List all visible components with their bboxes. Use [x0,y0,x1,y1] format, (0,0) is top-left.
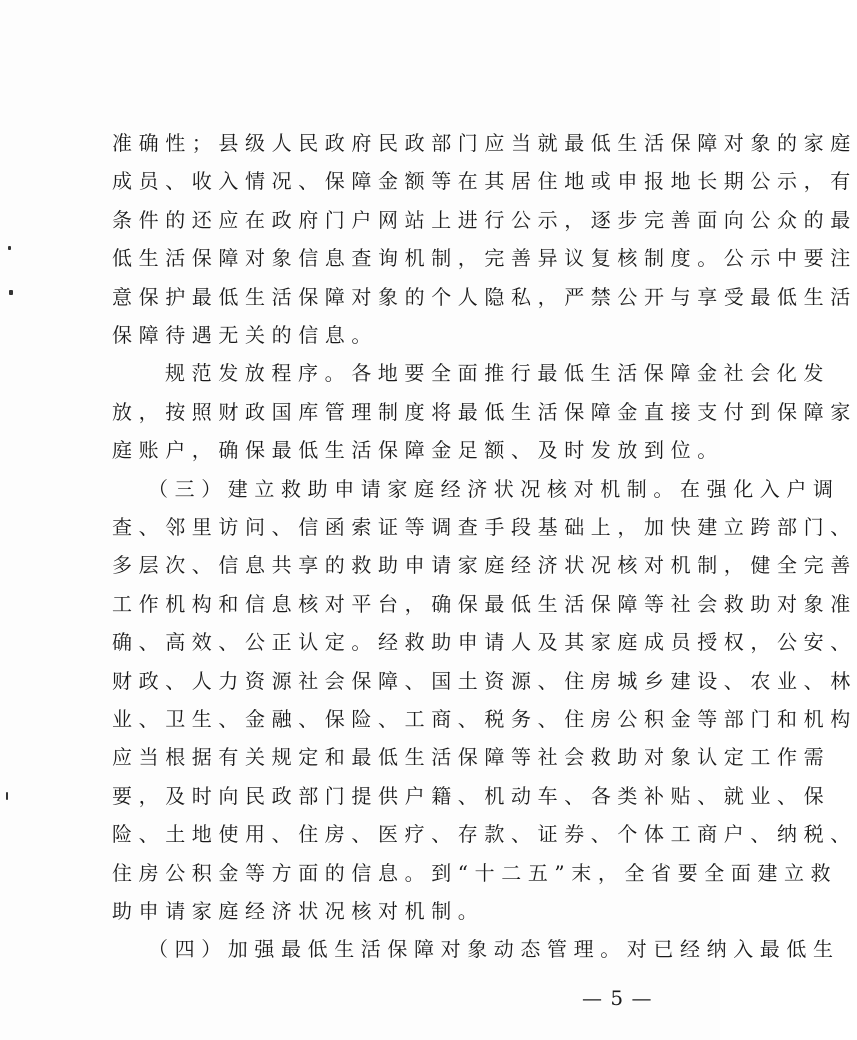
text-line: 险、土地使用、住房、医疗、存款、证券、个体工商户、纳税、 [112,822,857,846]
text-line: （三）建立救助申请家庭经济状况核对机制。在强化入户调 [148,477,840,501]
text-line: 成员、收入情况、保障金额等在其居住地或申报地长期公示，有 [112,169,857,193]
text-line: 查、邻里访问、信函索证等调查手段基础上，加快建立跨部门、 [112,515,857,539]
text-line: 确、高效、公正认定。经救助申请人及其家庭成员授权，公安、 [112,630,857,654]
text-line: 多层次、信息共享的救助申请家庭经济状况核对机制，健全完善 [112,553,857,577]
scan-mark [6,792,8,800]
scan-mark [8,246,11,250]
text-line: 要，及时向民政部门提供户籍、机动车、各类补贴、就业、保 [112,784,831,808]
text-line: 应当根据有关规定和最低生活保障等社会救助对象认定工作需 [112,745,831,769]
text-line: 业、卫生、金融、保险、工商、税务、住房公积金等部门和机构 [112,707,857,731]
scan-mark [9,290,13,295]
text-line: 低生活保障对象信息查询机制，完善异议复核制度。公示中要注 [112,246,857,270]
text-line: 工作机构和信息核对平台，确保最低生活保障等社会救助对象准 [112,592,857,616]
text-line: （四）加强最低生活保障对象动态管理。对已经纳入最低生 [148,937,840,961]
text-line: 意保护最低生活保障对象的个人隐私，严禁公开与享受最低生活 [112,285,857,309]
text-line: 保障待遇无关的信息。 [112,323,378,347]
text-line: 住房公积金等方面的信息。到“十二五”末，全省要全面建立救 [112,861,838,885]
text-line: 助申请家庭经济状况核对机制。 [112,899,485,923]
text-line: 庭账户，确保最低生活保障金足额、及时发放到位。 [112,438,724,462]
page-number: — 5 — [582,986,653,1010]
text-line: 条件的还应在政府门户网站上进行公示，逐步完善面向公众的最 [112,208,857,232]
text-line: 放，按照财政国库管理制度将最低生活保障金直接支付到保障家 [112,400,857,424]
text-line: 准确性；县级人民政府民政部门应当就最低生活保障对象的家庭 [112,131,857,155]
text-line: 财政、人力资源社会保障、国土资源、住房城乡建设、农业、林 [112,669,857,693]
text-line: 规范发放程序。各地要全面推行最低生活保障金社会化发 [165,361,830,385]
